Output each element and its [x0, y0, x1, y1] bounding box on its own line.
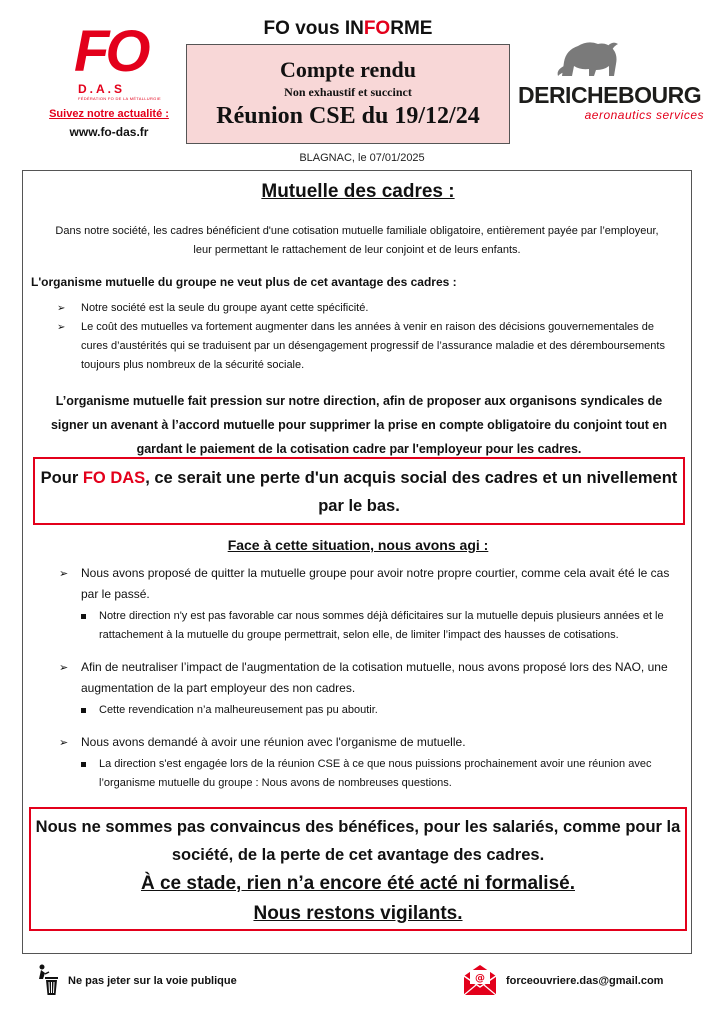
derichebourg-logo — [514, 36, 706, 122]
list-item: ➢ Notre société est la seule du groupe ayant cette spécificité. — [57, 299, 677, 318]
pressure-paragraph: L’organisme mutuelle fait pression sur notre direction, afin de proposer aux organisons syndicales de signer un avenant à l’accord mutuelle pour supprimer la prise en compte obligatoire du conjoint tout en gardant le paiement de la cotisation cadre par l'employeur pour les cadres. — [50, 394, 668, 456]
email-envelope-icon — [462, 964, 498, 996]
action-text: Afin de neutraliser l’impact de l'augmentation de la cotisation mutuelle, nous avons proposé lors des NAO, une augmentation de la part employeur des non cadres. — [81, 660, 668, 695]
fo-das-position-box — [33, 457, 685, 525]
fo-logo-tagline: FÉDÉRATION FO DE LA MÉTALLURGIE — [78, 96, 161, 101]
intro-paragraph: Dans notre société, les cadres bénéficient d'une cotisation mutuelle familiale obligatoire, entièrement payée par l’employeur, leur permettant le rattachement de leur conjoint et de leurs enfants. — [55, 225, 659, 256]
box1-post: , ce serait une perte d'un acquis social des cadres et un nivellement par le bas. — [145, 469, 678, 515]
meeting-title: Réunion CSE du 19/12/24 — [216, 103, 480, 129]
box1-pre: Pour — [40, 469, 83, 487]
informe-post: RME — [390, 18, 433, 39]
action-subitem: La direction s'est engagée lors de la réunion CSE à ce que nous puissions prochainement avoir une réunion avec l’organisme mutuelle du groupe : Nous avons de nombreuses questions. — [81, 755, 679, 793]
action-text: Nous avons proposé de quitter la mutuelle groupe pour avoir notre propre courtier, comme cela avait été le cas par le passé. — [81, 566, 670, 601]
footer-notice: Ne pas jeter sur la voie publique — [68, 975, 237, 987]
informe-highlight: FO — [363, 18, 391, 39]
conclusion-box — [29, 807, 687, 931]
action-sublist — [81, 701, 679, 720]
report-subtitle: Non exhaustif et succinct — [284, 85, 412, 99]
box1-highlight: FO DAS — [82, 469, 146, 487]
das-logo-letters: D.A.S — [78, 82, 126, 96]
place-date: BLAGNAC, le 07/01/2025 — [299, 152, 425, 164]
fo-vous-informe-title — [190, 18, 506, 40]
section-heading: Mutuelle des cadres : — [261, 181, 455, 202]
informe-pre: FO vous IN — [263, 18, 364, 39]
title-box — [186, 44, 510, 144]
svg-text:@: @ — [475, 973, 485, 984]
list-item: ➢ Le coût des mutuelles va fortement augmenter dans les années à venir en raison des décisions gouvernementales de cures d’austérités qui se traduisent par un désengagement progressif de l’assurance maladie et des déremboursements toujours plus nombreux de la sécurité sociale. — [57, 318, 677, 375]
conclusion-vigilant: Nous restons vigilants. — [253, 903, 463, 924]
actions-list — [59, 563, 679, 805]
action-subitem: Cette revendication n’a malheureusement pas pu aboutir. — [81, 701, 679, 720]
action-sublist — [81, 607, 679, 645]
lead-statement: L'organisme mutuelle du groupe ne veut plus de cet avantage des cadres : — [31, 275, 457, 289]
report-title: Compte rendu — [280, 57, 416, 82]
fo-das-logo — [48, 19, 161, 101]
fo-logo-letters: FO — [74, 19, 147, 84]
action-item — [59, 732, 679, 793]
reasons-list — [57, 299, 677, 375]
bison-icon — [554, 36, 624, 82]
conclusion-not-acted: À ce stade, rien n’a encore été acté ni formalisé. — [140, 873, 575, 894]
action-item — [59, 657, 679, 720]
main-frame — [22, 170, 692, 954]
derichebourg-name: DERICHEBOURG — [518, 82, 702, 108]
actions-heading: Face à cette situation, nous avons agi : — [227, 537, 489, 553]
derichebourg-tagline: aeronautics services — [584, 108, 704, 122]
action-text: Nous avons demandé à avoir une réunion avec l'organisme de mutuelle. — [81, 735, 466, 749]
conclusion-line: Nous ne sommes pas convaincus des bénéfices, pour les salariés, comme pour la société, de la perte de cet avantage des cadres. — [35, 818, 681, 864]
website-link[interactable]: www.fo-das.fr — [69, 125, 149, 139]
trash-bin-icon — [36, 964, 60, 996]
follow-label: Suivez notre actualité : — [49, 108, 169, 120]
action-subitem: Notre direction n'y est pas favorable car nous sommes déjà déficitaires sur la mutuelle depuis plusieurs années et le rattachement à la mutuelle du groupe permettrait, selon elle, de limiter l’impact des hausses de cotisations. — [81, 607, 679, 645]
action-item — [59, 563, 679, 645]
action-sublist — [81, 755, 679, 793]
contact-email[interactable]: forceouvriere.das@gmail.com — [506, 975, 664, 987]
